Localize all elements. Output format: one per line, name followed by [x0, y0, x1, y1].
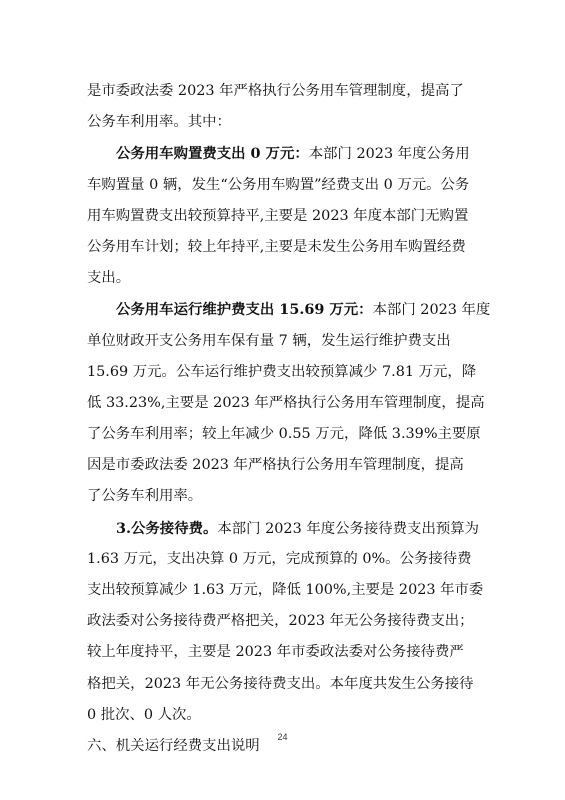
text-line: 用车购置费支出较预算持平,主要是 2023 年度本部门无购置 [87, 207, 469, 224]
paragraph-first-line [87, 513, 481, 544]
text-line: 低 33.23%,主要是 2023 年严格执行公务用车管理制度，提高 [87, 394, 485, 411]
paragraph-heading-vehicle-purchase: 公务用车购置费支出 0 万元： [116, 145, 309, 163]
paragraph-first-line [87, 138, 481, 169]
body-text [87, 76, 491, 762]
text-line: 格把关，2023 年无公务接待费支出。本年度共发生公务接待 [87, 675, 474, 692]
text-run: 本部门 2023 年度公务用 [308, 146, 470, 163]
text-line: 支出较预算减少 1.63 万元，降低 100%,主要是 2023 年市委 [87, 582, 484, 598]
text-line: 0 批次、0 人次。 [87, 706, 201, 723]
text-line: 公务车利用率。其中： [87, 114, 231, 131]
text-line: 了公务车利用率；较上年减少 0.55 万元，降低 3.39%主要原 [87, 426, 481, 443]
paragraph-heading-reception: 3.公务接待费。 [116, 519, 218, 537]
text-line: 车购置量 0 辆，发生“公务用车购置”经费支出 0 万元。公务 [87, 176, 470, 193]
text-line: 15.69 万元。公车运行维护费支出较预算减少 7.81 万元，降 [87, 363, 477, 380]
text-line: 因是市委政法委 2023 年严格执行公务用车管理制度，提高 [87, 457, 464, 474]
text-run: 本部门 2023 年度 [372, 302, 491, 319]
page-number: 24 [277, 732, 288, 742]
text-line: 支出。 [87, 270, 131, 287]
text-line: 政法委对公务接待费严格把关，2023 年无公务接待费支出； [87, 613, 474, 630]
text-line: 是市委政法委 2023 年严格执行公务用车管理制度，提高了 [87, 83, 464, 99]
text-line: 较上年度持平，主要是 2023 年市委政法委对公务接待费严 [87, 644, 464, 661]
section-heading: 六、机关运行经费支出说明 [87, 737, 260, 754]
text-line: 公务用车计划；较上年持平,主要是未发生公务用车购置经费 [87, 238, 466, 255]
text-line: 1.63 万元，支出决算 0 万元，完成预算的 0%。公务接待费 [87, 550, 472, 567]
paragraph-heading-vehicle-maintenance: 公务用车运行维护费支出 15.69 万元： [116, 301, 373, 319]
text-line: 了公务车利用率。 [87, 488, 203, 505]
text-line: 单位财政开支公务用车保有量 7 辆，发生运行维护费支出 [87, 332, 451, 349]
text-run: 本部门 2023 年度公务接待费支出预算为 [217, 520, 480, 537]
paragraph-first-line [87, 294, 491, 325]
